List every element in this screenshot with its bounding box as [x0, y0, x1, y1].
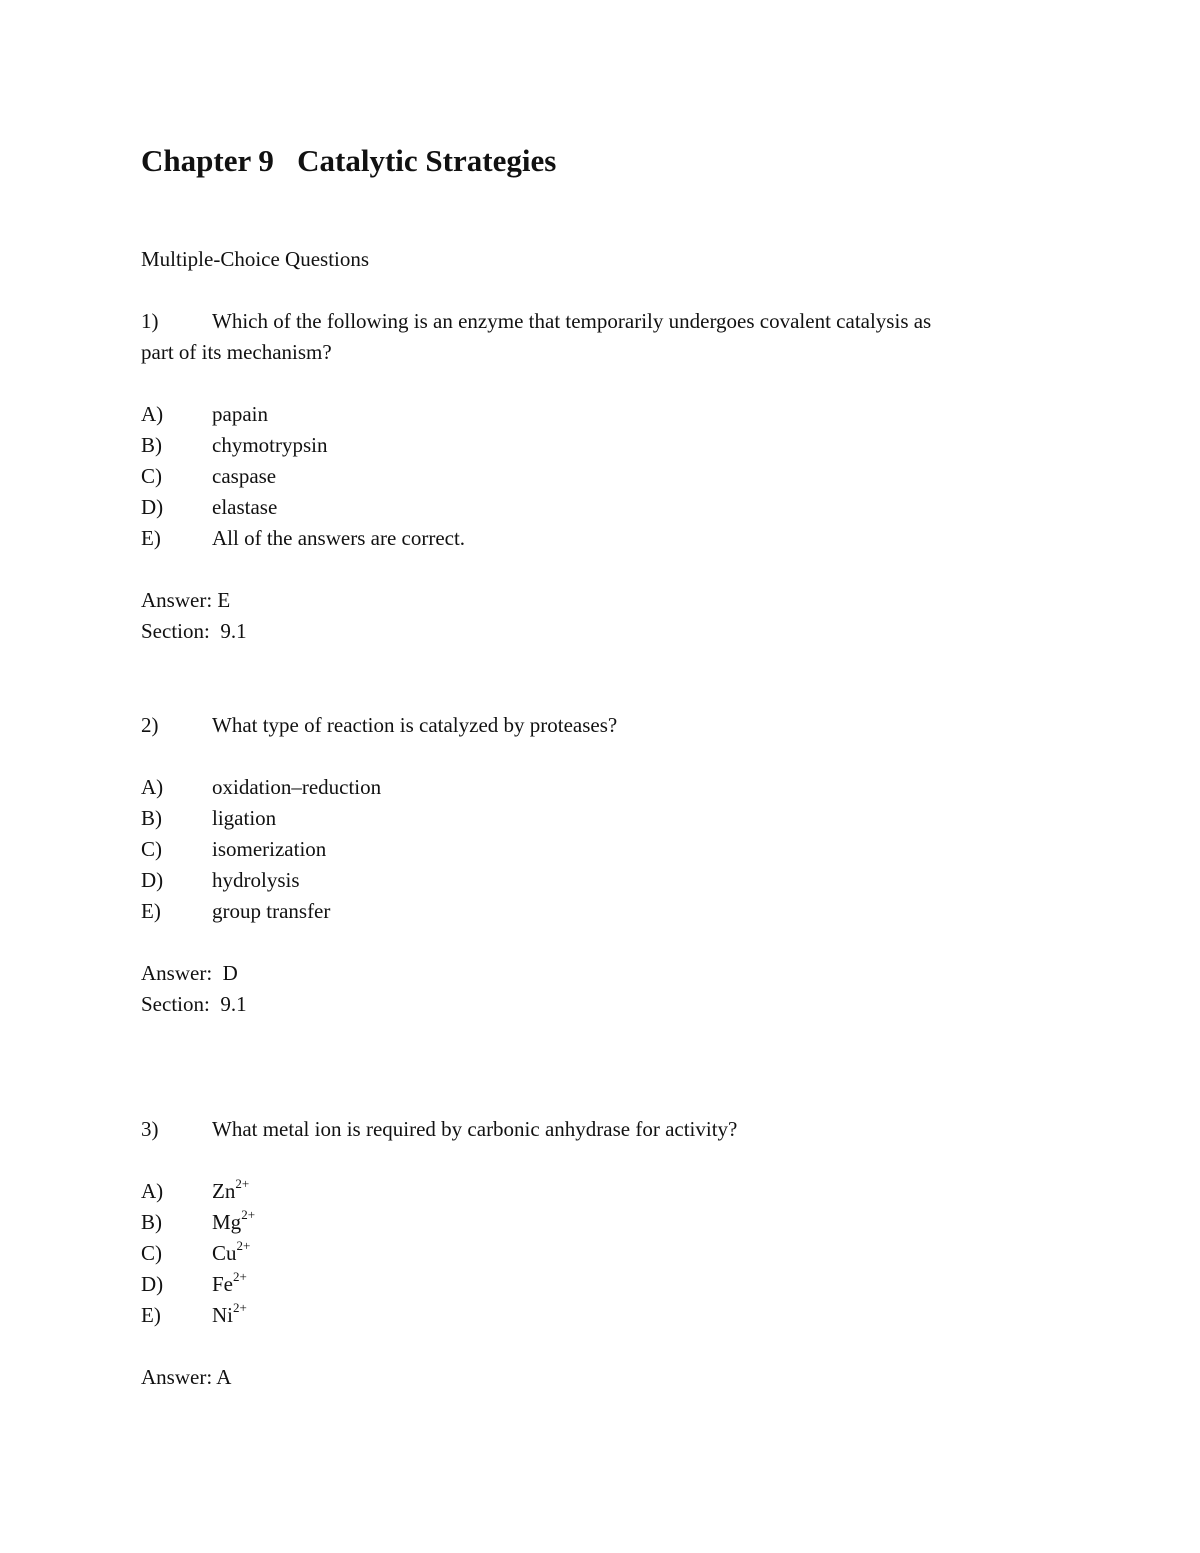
option-text: [212, 1176, 249, 1207]
option-text: [212, 1269, 247, 1300]
option-text: papain: [212, 402, 268, 426]
option-letter: D): [141, 868, 164, 892]
option-letter: C): [141, 464, 162, 488]
option-text: [212, 1238, 250, 1269]
option-letter: B): [141, 433, 162, 457]
option-letter: E): [141, 1303, 161, 1327]
option-text: [212, 1207, 255, 1238]
option-letter: D): [141, 1272, 164, 1296]
option-text: [212, 1300, 247, 1331]
option-letter: C): [141, 837, 162, 861]
option-text: caspase: [212, 464, 277, 488]
option-text: ligation: [212, 806, 277, 830]
ion-charge: 2+: [233, 1300, 247, 1315]
chapter-title: Chapter 9 Catalytic Strategies: [141, 143, 557, 178]
question-text: What metal ion is required by carbonic anhydrase for activity?: [212, 1117, 738, 1141]
answer-line: Answer: D: [141, 961, 238, 985]
option-letter: B): [141, 806, 162, 830]
ion-charge: 2+: [235, 1176, 250, 1191]
answer-line: Answer: A: [141, 1365, 232, 1389]
section-line: Section: 9.1: [141, 619, 247, 643]
ion-symbol: Fe: [212, 1272, 233, 1296]
option-letter: B): [141, 1210, 162, 1234]
option-text: elastase: [212, 495, 278, 519]
option-letter: E): [141, 526, 161, 550]
option-letter: A): [141, 402, 164, 426]
ion-charge: 2+: [241, 1207, 256, 1222]
section-line: Section: 9.1: [141, 992, 247, 1016]
question-number: 2): [141, 713, 159, 737]
question-text-continued: part of its mechanism?: [141, 340, 332, 364]
ion-symbol: Mg: [212, 1210, 242, 1234]
question-text: Which of the following is an enzyme that temporarily undergoes covalent catalysis as: [212, 309, 932, 333]
option-text: All of the answers are correct.: [212, 526, 466, 550]
question-number: 1): [141, 309, 159, 333]
option-text: isomerization: [212, 837, 327, 861]
ion-symbol: Zn: [212, 1179, 236, 1203]
option-letter: C): [141, 1241, 162, 1265]
ion-charge: 2+: [236, 1238, 251, 1253]
question-number: 3): [141, 1117, 159, 1141]
option-letter: A): [141, 775, 164, 799]
ion-symbol: Ni: [212, 1303, 233, 1327]
question-text: What type of reaction is catalyzed by proteases?: [212, 713, 618, 737]
answer-line: Answer: E: [141, 588, 231, 612]
option-text: chymotrypsin: [212, 433, 328, 457]
option-letter: D): [141, 495, 164, 519]
option-text: hydrolysis: [212, 868, 300, 892]
ion-charge: 2+: [233, 1269, 247, 1284]
option-letter: E): [141, 899, 161, 923]
section-heading: Multiple-Choice Questions: [141, 247, 370, 271]
option-letter: A): [141, 1179, 164, 1203]
option-text: oxidation–reduction: [212, 775, 382, 799]
ion-symbol: Cu: [212, 1241, 237, 1265]
option-text: group transfer: [212, 899, 331, 923]
